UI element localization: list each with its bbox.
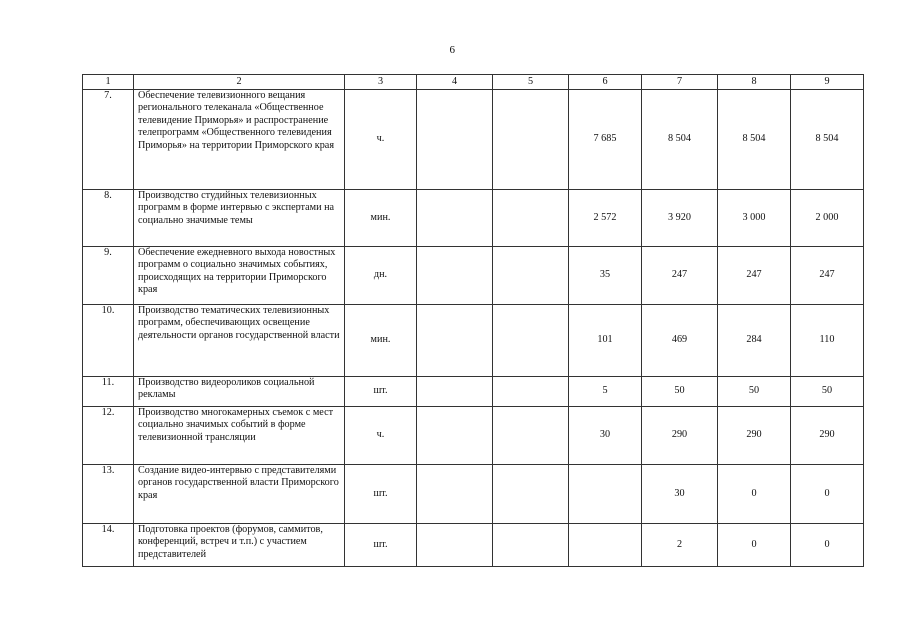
row-col4 <box>417 90 493 190</box>
header-cell: 1 <box>83 75 134 90</box>
row-col9: 247 <box>791 247 864 305</box>
table-row <box>83 465 864 524</box>
row-col8: 247 <box>718 247 791 305</box>
header-cell: 9 <box>791 75 864 90</box>
row-col9: 50 <box>791 377 864 407</box>
row-col7: 8 504 <box>642 90 718 190</box>
row-col8: 0 <box>718 524 791 567</box>
header-cell: 2 <box>134 75 345 90</box>
row-col9: 290 <box>791 407 864 465</box>
row-col4 <box>417 305 493 377</box>
row-name: Обеспечение телевизионного вещания регионального телеканала «Общественное телевидение Приморья» и распространение телепрограмм «Общественного телевидения Приморья» на территории Приморского края <box>134 90 345 190</box>
table-row <box>83 524 864 567</box>
row-name: Подготовка проектов (форумов, саммитов, конференций, встреч и т.п.) с участием представителей <box>134 524 345 567</box>
row-unit: шт. <box>345 377 417 407</box>
row-col5 <box>493 524 569 567</box>
row-unit: шт. <box>345 524 417 567</box>
row-col7: 50 <box>642 377 718 407</box>
row-unit: ч. <box>345 90 417 190</box>
header-row <box>83 75 864 90</box>
row-name: Производство студийных телевизионных программ в форме интервью с экспертами на социально значимые темы <box>134 190 345 247</box>
row-col5 <box>493 247 569 305</box>
row-col9: 8 504 <box>791 90 864 190</box>
row-unit: мин. <box>345 190 417 247</box>
row-col9: 0 <box>791 524 864 567</box>
row-unit: дн. <box>345 247 417 305</box>
row-number: 10. <box>83 305 134 377</box>
row-col4 <box>417 377 493 407</box>
header-cell: 3 <box>345 75 417 90</box>
row-col6: 7 685 <box>569 90 642 190</box>
row-number: 7. <box>83 90 134 190</box>
row-col9: 0 <box>791 465 864 524</box>
row-col8: 284 <box>718 305 791 377</box>
table-row <box>83 407 864 465</box>
row-col4 <box>417 465 493 524</box>
row-col4 <box>417 407 493 465</box>
row-col5 <box>493 407 569 465</box>
row-name: Обеспечение ежедневного выхода новостных программ о социально значимых событиях, происходящих на территории Приморского края <box>134 247 345 305</box>
row-col7: 2 <box>642 524 718 567</box>
row-number: 9. <box>83 247 134 305</box>
header-cell: 5 <box>493 75 569 90</box>
table-row <box>83 190 864 247</box>
row-number: 11. <box>83 377 134 407</box>
row-col6: 30 <box>569 407 642 465</box>
row-col7: 290 <box>642 407 718 465</box>
row-col7: 30 <box>642 465 718 524</box>
row-col8: 290 <box>718 407 791 465</box>
row-number: 8. <box>83 190 134 247</box>
row-col5 <box>493 190 569 247</box>
row-number: 13. <box>83 465 134 524</box>
row-col6: 35 <box>569 247 642 305</box>
row-unit: мин. <box>345 305 417 377</box>
row-unit: шт. <box>345 465 417 524</box>
header-cell: 4 <box>417 75 493 90</box>
table-row <box>83 305 864 377</box>
row-col6: 101 <box>569 305 642 377</box>
row-col4 <box>417 247 493 305</box>
row-col6: 5 <box>569 377 642 407</box>
row-col8: 50 <box>718 377 791 407</box>
row-col5 <box>493 377 569 407</box>
table-row <box>83 90 864 190</box>
header-cell: 7 <box>642 75 718 90</box>
row-col8: 0 <box>718 465 791 524</box>
row-col6 <box>569 465 642 524</box>
row-col9: 2 000 <box>791 190 864 247</box>
data-table <box>82 74 864 567</box>
row-col7: 3 920 <box>642 190 718 247</box>
header-cell: 8 <box>718 75 791 90</box>
header-cell: 6 <box>569 75 642 90</box>
row-col5 <box>493 465 569 524</box>
table-row <box>83 377 864 407</box>
row-col4 <box>417 190 493 247</box>
row-col7: 469 <box>642 305 718 377</box>
row-name: Производство многокамерных съемок с мест социально значимых событий в форме телевизионной трансляции <box>134 407 345 465</box>
row-name: Производство тематических телевизионных программ, обеспечивающих освещение деятельности органов государственной власти <box>134 305 345 377</box>
row-col5 <box>493 305 569 377</box>
row-col6 <box>569 524 642 567</box>
row-col7: 247 <box>642 247 718 305</box>
row-number: 14. <box>83 524 134 567</box>
row-unit: ч. <box>345 407 417 465</box>
table-row <box>83 247 864 305</box>
row-name: Создание видео-интервью с представителями органов государственной власти Приморского края <box>134 465 345 524</box>
row-col8: 3 000 <box>718 190 791 247</box>
row-col8: 8 504 <box>718 90 791 190</box>
row-col4 <box>417 524 493 567</box>
row-name: Производство видеороликов социальной рекламы <box>134 377 345 407</box>
row-number: 12. <box>83 407 134 465</box>
row-col9: 110 <box>791 305 864 377</box>
page-number: 6 <box>449 44 456 56</box>
row-col5 <box>493 90 569 190</box>
row-col6: 2 572 <box>569 190 642 247</box>
